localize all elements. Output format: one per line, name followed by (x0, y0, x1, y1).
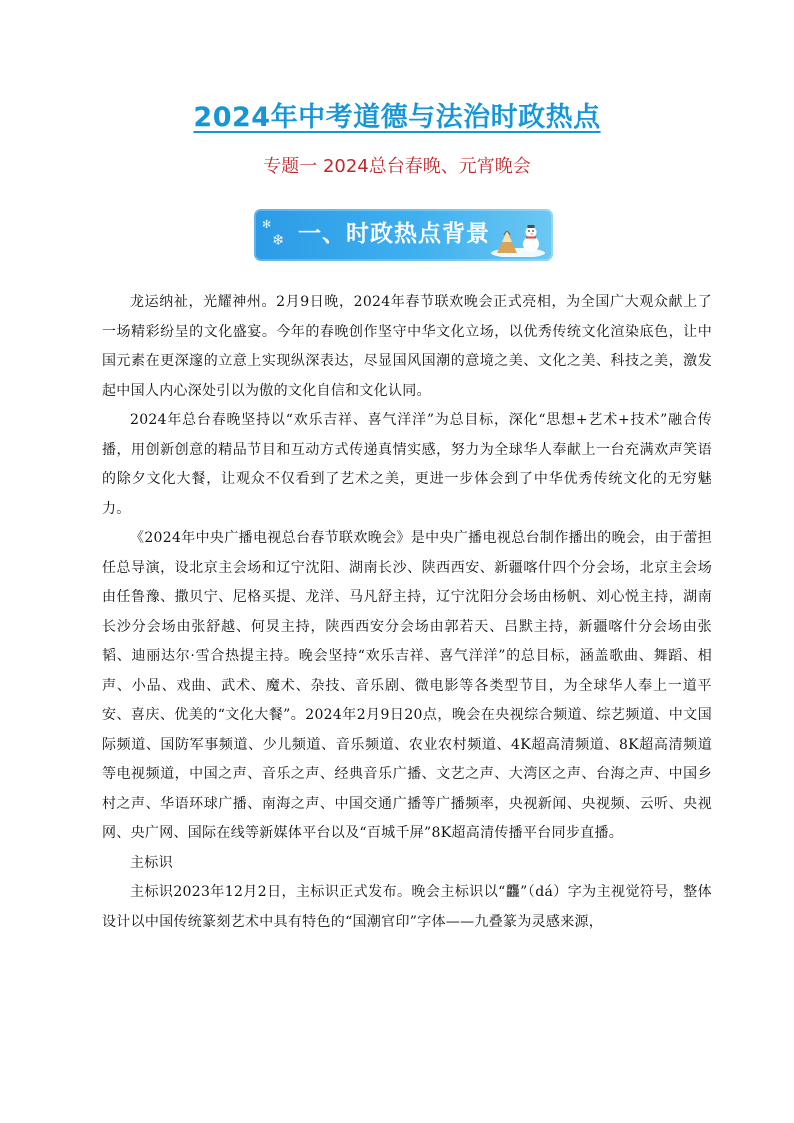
snowflake-icon: ❄ (272, 231, 285, 249)
paragraph: 龙运纳祉，光耀神州。2月9日晚，2024年春节联欢晚会正式亮相，为全国广大观众献上了一场精彩纷呈的文化盛宴。今年的春晚创作坚守中华文化立场，以优秀传统文化渲染底色，让中国元素在更深邃的立意上实现纵深表达，尽显国风国潮的意境之美、文化之美、科技之美，激发起中国人内心深处引以为傲的文化自信和文化认同。 (102, 294, 712, 399)
paragraph-heading: 主标识 (130, 854, 173, 871)
paragraph: 《2024年中央广播电视总台春节联欢晚会》是中央广播电视总台制作播出的晚会，由于蕾担任总导演，设北京主会场和辽宁沈阳、湖南长沙、陕西西安、新疆喀什四个分会场，北京主会场由任鲁豫、撒贝宁、尼格买提、龙洋、马凡舒主持，辽宁沈阳分会场由杨帆、刘心悦主持，湖南长沙分会场由张舒越、何炅主持，陕西西安分会场由郭若天、吕默主持，新疆喀什分会场由张韬、迪丽达尔·雪合热提主持。晚会坚持“欢乐吉祥、喜气洋洋”的总目标，涵盖歌曲、舞蹈、相声、小品、戏曲、武术、魔术、杂技、音乐剧、微电影等各类型节目，为全球华人奉上一道平安、喜庆、优美的“文化大餐”。2024年2月9日20点，晚会在央视综合频道、综艺频道、中文国际频道、国防军事频道、少儿频道、音乐频道、农业农村频道、4K超高清频道、8K超高清频道等电视频道，中国之声、音乐之声、经典音乐广播、文艺之声、大湾区之声、台海之声、中国乡村之声、华语环球广播、南海之声、中国交通广播等广播频率，央视新闻、央视频、云听、央视网、央广网、国际在线等新媒体平台以及“百城千屏”8K超高清传播平台同步直播。 (102, 530, 712, 841)
document-subtitle: 专题一 2024总台春晚、元宵晚会 (263, 156, 531, 177)
document-title-text: 2024年中考道德与法治时政热点 (193, 102, 601, 133)
section-banner-title: 一、时政热点背景 (298, 221, 490, 247)
snowflake-icon: ✻ (262, 218, 272, 231)
paragraph: 主标识2023年12月2日，主标识正式发布。晚会主标识以“龘”（dá）字为主视觉符号，整体设计以中国传统篆刻艺术中具有特色的“国潮官印”字体——九叠篆为灵感来源， (102, 884, 712, 930)
paragraph: 2024年总台春晚坚持以“欢乐吉祥、喜气洋洋”为总目标，深化“思想+艺术+技术”融合传播，用创新创意的精品节目和互动方式传递真情实感，努力为全球华人奉献上一台充满欢声笑语的除夕文化大餐，让观众不仅看到了艺术之美，更进一步体会到了中华优秀传统文化的无穷魅力。 (102, 412, 712, 517)
section-banner (254, 209, 553, 261)
winter-scene-icon (491, 219, 545, 257)
document-title (0, 100, 794, 136)
body-text (102, 288, 712, 937)
